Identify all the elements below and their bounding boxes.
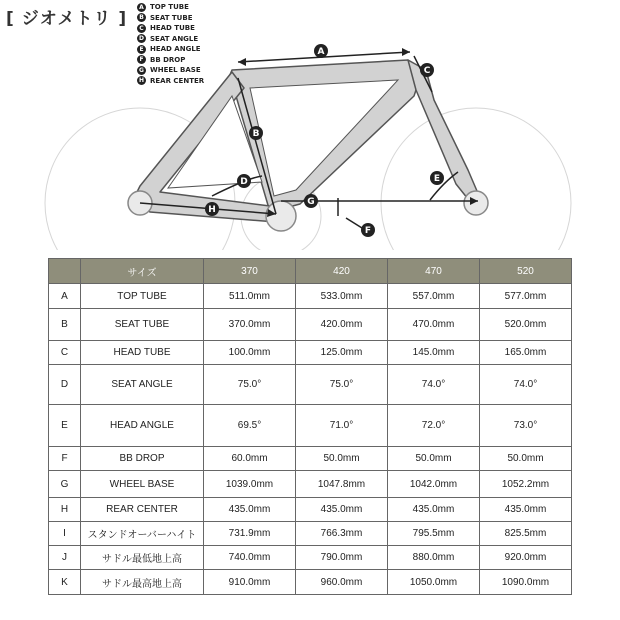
header-size-370: 370 — [204, 259, 296, 284]
legend-item-b — [137, 13, 204, 24]
front-wheel-outline — [381, 108, 571, 250]
marker-d-label: D — [240, 177, 248, 187]
legend-item-e — [137, 44, 204, 55]
row-name-cell: サドル最低地上高 — [81, 546, 204, 570]
value-cell: 790.0mm — [296, 546, 388, 570]
value-cell: 435.0mm — [480, 498, 572, 522]
legend-label: TOP TUBE — [150, 3, 189, 11]
table-row — [49, 447, 572, 471]
row-name-cell: サドル最高地上高 — [81, 570, 204, 595]
frame-geometry-diagram — [0, 0, 620, 250]
row-key-cell: B — [49, 309, 81, 341]
legend-label: BB DROP — [150, 55, 186, 64]
value-cell: 960.0mm — [296, 570, 388, 595]
legend-label: REAR CENTER — [150, 76, 205, 85]
row-key-cell: F — [49, 447, 81, 471]
value-cell: 1047.8mm — [296, 471, 388, 498]
front-hub — [464, 191, 488, 215]
value-cell: 370.0mm — [204, 309, 296, 341]
legend-label: SEAT ANGLE — [150, 34, 199, 43]
value-cell: 73.0° — [480, 405, 572, 447]
table-row — [49, 365, 572, 405]
arrowhead — [238, 58, 246, 66]
value-cell: 731.9mm — [204, 522, 296, 546]
row-key-cell: H — [49, 498, 81, 522]
row-key-cell: I — [49, 522, 81, 546]
value-cell: 74.0° — [388, 365, 480, 405]
table-row — [49, 405, 572, 447]
legend-label: HEAD TUBE — [150, 24, 195, 32]
value-cell: 72.0° — [388, 405, 480, 447]
value-cell: 165.0mm — [480, 341, 572, 365]
marker-e-label: E — [433, 174, 441, 184]
value-cell: 825.5mm — [480, 522, 572, 546]
legend-key-badge: H — [138, 77, 145, 85]
table-body — [49, 284, 572, 595]
row-name-cell: TOP TUBE — [81, 284, 204, 309]
marker-b-label: B — [252, 129, 260, 139]
value-cell: 74.0° — [480, 365, 572, 405]
row-name-cell: HEAD ANGLE — [81, 405, 204, 447]
value-cell: 50.0mm — [480, 447, 572, 471]
legend — [137, 2, 204, 86]
row-key-cell: G — [49, 471, 81, 498]
value-cell: 1050.0mm — [388, 570, 480, 595]
marker-a-label: A — [317, 47, 325, 57]
legend-key-badge: A — [137, 3, 146, 12]
row-key-cell: A — [49, 284, 81, 309]
value-cell: 420.0mm — [296, 309, 388, 341]
legend-label: HEAD ANGLE — [150, 45, 201, 53]
row-name-cell: WHEEL BASE — [81, 471, 204, 498]
table-row — [49, 498, 572, 522]
legend-label: WHEEL BASE — [150, 66, 201, 74]
value-cell: 577.0mm — [480, 284, 572, 309]
value-cell: 520.0mm — [480, 309, 572, 341]
row-key-cell: D — [49, 365, 81, 405]
value-cell: 435.0mm — [204, 498, 296, 522]
value-cell: 1090.0mm — [480, 570, 572, 595]
bottom-bracket — [266, 201, 296, 231]
legend-label: SEAT TUBE — [150, 13, 193, 22]
table-row — [49, 309, 572, 341]
header-size-470: 470 — [388, 259, 480, 284]
header-size-520: 520 — [480, 259, 572, 284]
header-size-label: サイズ — [81, 259, 204, 284]
table-row — [49, 471, 572, 498]
legend-key-badge: G — [137, 66, 146, 75]
legend-item-h — [137, 76, 204, 87]
value-cell: 75.0° — [204, 365, 296, 405]
row-key-cell: E — [49, 405, 81, 447]
table-header-row — [49, 259, 572, 284]
value-cell: 145.0mm — [388, 341, 480, 365]
value-cell: 470.0mm — [388, 309, 480, 341]
value-cell: 435.0mm — [388, 498, 480, 522]
value-cell: 740.0mm — [204, 546, 296, 570]
value-cell: 60.0mm — [204, 447, 296, 471]
row-name-cell: HEAD TUBE — [81, 341, 204, 365]
legend-item-d — [137, 34, 204, 45]
value-cell: 71.0° — [296, 405, 388, 447]
row-name-cell: SEAT TUBE — [81, 309, 204, 341]
row-name-cell: REAR CENTER — [81, 498, 204, 522]
row-name-cell: スタンドオーバーハイト — [81, 522, 204, 546]
value-cell: 511.0mm — [204, 284, 296, 309]
marker-h-label: H — [208, 205, 216, 215]
legend-item-f — [137, 55, 204, 66]
legend-item-a — [137, 2, 204, 13]
fork — [408, 60, 480, 204]
table-row — [49, 284, 572, 309]
dim-line-f-leader — [346, 218, 362, 228]
value-cell: 125.0mm — [296, 341, 388, 365]
legend-key-badge: C — [137, 24, 146, 33]
legend-item-c — [137, 23, 204, 34]
table-row — [49, 570, 572, 595]
value-cell: 75.0° — [296, 365, 388, 405]
row-key-cell: C — [49, 341, 81, 365]
value-cell: 1039.0mm — [204, 471, 296, 498]
legend-key-badge: B — [137, 13, 146, 22]
row-name-cell: BB DROP — [81, 447, 204, 471]
value-cell: 880.0mm — [388, 546, 480, 570]
value-cell: 435.0mm — [296, 498, 388, 522]
value-cell: 533.0mm — [296, 284, 388, 309]
legend-key-badge: E — [137, 45, 146, 54]
geometry-table — [48, 258, 572, 595]
value-cell: 557.0mm — [388, 284, 480, 309]
legend-key-badge: F — [137, 55, 146, 64]
arrowhead — [402, 48, 410, 56]
value-cell: 100.0mm — [204, 341, 296, 365]
page-title: [ ジオメトリ ] — [6, 9, 128, 29]
table-row — [49, 546, 572, 570]
legend-key-badge: D — [137, 34, 146, 43]
marker-c-label: C — [423, 66, 431, 76]
value-cell: 766.3mm — [296, 522, 388, 546]
value-cell: 50.0mm — [296, 447, 388, 471]
header-blank — [49, 259, 81, 284]
header-size-420: 420 — [296, 259, 388, 284]
value-cell: 795.5mm — [388, 522, 480, 546]
row-name-cell: SEAT ANGLE — [81, 365, 204, 405]
table-row — [49, 522, 572, 546]
value-cell: 920.0mm — [480, 546, 572, 570]
marker-g-label: G — [307, 197, 315, 207]
value-cell: 50.0mm — [388, 447, 480, 471]
value-cell: 69.5° — [204, 405, 296, 447]
row-key-cell: J — [49, 546, 81, 570]
table-row — [49, 341, 572, 365]
marker-f-label: F — [364, 226, 372, 236]
row-key-cell: K — [49, 570, 81, 595]
value-cell: 910.0mm — [204, 570, 296, 595]
legend-item-g — [137, 65, 204, 76]
value-cell: 1042.0mm — [388, 471, 480, 498]
value-cell: 1052.2mm — [480, 471, 572, 498]
